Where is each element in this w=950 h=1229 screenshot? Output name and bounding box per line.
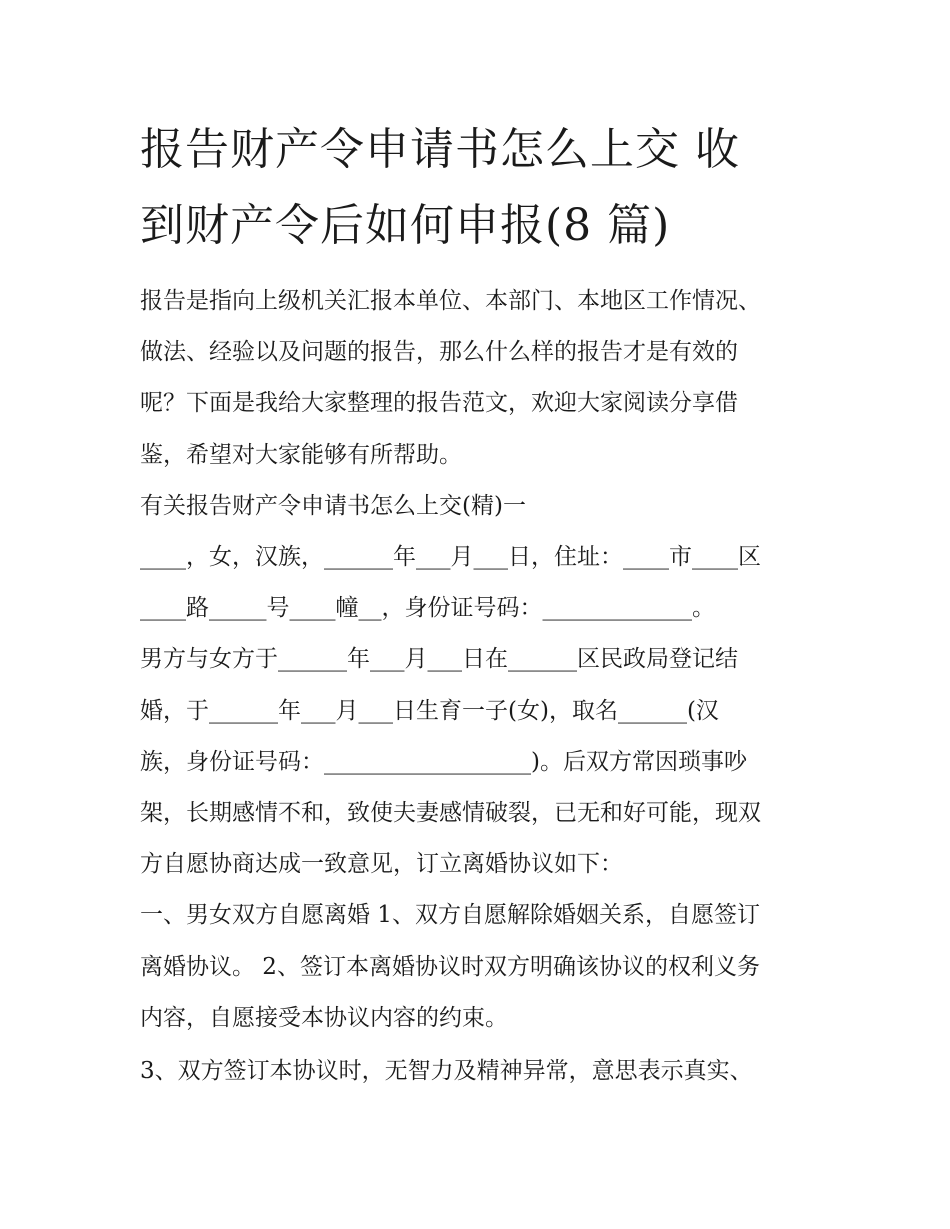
intro-line-1: 报告是指向上级机关汇报本单位、本部门、本地区工作情况、 (140, 288, 761, 314)
document-body (140, 276, 820, 1097)
intro-line-4: 鉴，希望对大家能够有所帮助。 (140, 441, 462, 468)
section-heading-text: 有关报告财产令申请书怎么上交(精)一 (140, 492, 526, 519)
title-line-1: 报告财产令申请书怎么上交 收 (140, 124, 740, 175)
marriage-line-2: 婚，于______年___月___日生育一子(女)，取名______(汉 (140, 697, 719, 724)
marriage-line-3: 族，身份证号码：__________________)。后双方常因琐事吵 (140, 748, 747, 775)
document-title (140, 112, 820, 264)
clause-one-line-1: 一、男女双方自愿离婚 1、双方自愿解除婚姻关系，自愿签订 (140, 902, 760, 929)
intro-paragraph (140, 276, 820, 481)
personal-info-line-2: ____路_____号____幢__，身份证号码：_____________。 (140, 595, 715, 622)
clause-one-paragraph (140, 890, 820, 1044)
intro-line-3: 呢？下面是我给大家整理的报告范文，欢迎大家阅读分享借 (140, 390, 738, 417)
title-line-2: 到财产令后如何申报(8 篇) (140, 200, 671, 251)
marriage-line-4: 架，长期感情不和，致使夫妻感情破裂，已无和好可能，现双 (140, 800, 761, 827)
personal-info-line-1: ____，女，汉族，______年___月___日，住址：____市____区 (140, 544, 761, 571)
section-heading (140, 481, 820, 532)
marriage-line-1: 男方与女方于______年___月___日在______区民政局登记结 (140, 646, 738, 673)
clause-one-line-3: 内容，自愿接受本协议内容的约束。 (140, 1004, 508, 1031)
clause-three-paragraph (140, 1046, 820, 1097)
personal-info-paragraph (140, 532, 820, 634)
intro-line-2: 做法、经验以及问题的报告，那么什么样的报告才是有效的 (140, 339, 738, 366)
clause-three-line-1: 3、双方签订本协议时，无智力及精神异常，意思表示真实、 (140, 1058, 753, 1085)
clause-one-line-2: 离婚协议。 2、签订本离婚协议时双方明确该协议的权利义务 (140, 953, 760, 980)
marriage-paragraph (140, 634, 820, 890)
marriage-line-5: 方自愿协商达成一致意见，订立离婚协议如下： (140, 851, 623, 878)
